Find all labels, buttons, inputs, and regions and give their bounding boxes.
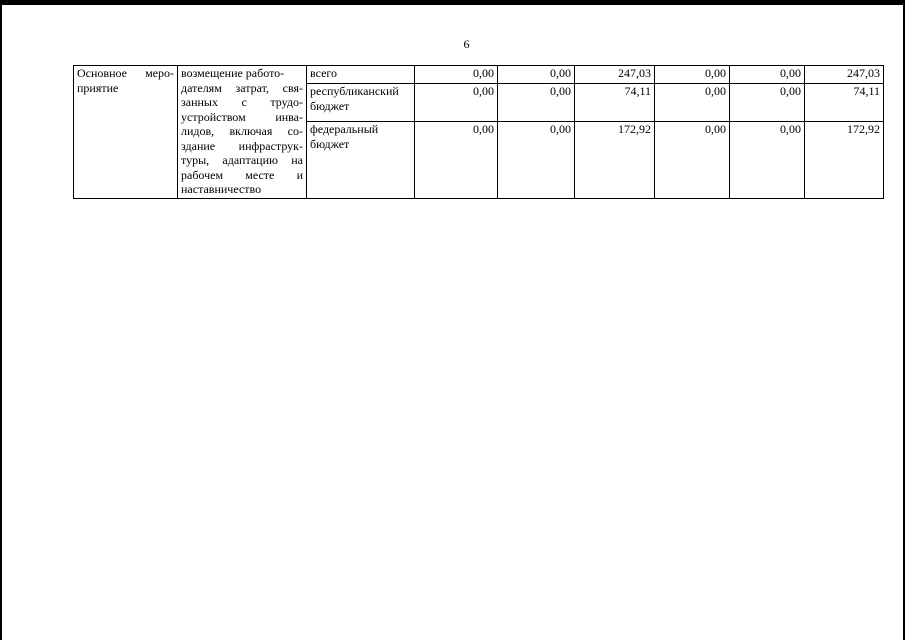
value-cell: 0,00 xyxy=(655,84,730,122)
description-line: занных с трудо- xyxy=(181,95,303,109)
funding-source-cell: всего xyxy=(307,66,415,84)
scan-border-left xyxy=(0,0,2,640)
value-cell: 0,00 xyxy=(498,122,575,199)
value-cell: 74,11 xyxy=(575,84,655,122)
value-cell: 0,00 xyxy=(415,122,498,199)
value-cell: 0,00 xyxy=(730,122,805,199)
value-cell: 0,00 xyxy=(655,122,730,199)
value-cell: 172,92 xyxy=(575,122,655,199)
scan-border-top xyxy=(0,0,905,5)
value-cell: 247,03 xyxy=(805,66,884,84)
activity-label-line: Основное меро- xyxy=(77,66,174,80)
description-line: дателям затрат, свя- xyxy=(181,80,303,95)
description-line: рабочем месте и xyxy=(181,167,303,182)
value-cell: 74,11 xyxy=(805,84,884,122)
description-line: наставничество xyxy=(181,182,262,196)
page-number: 6 xyxy=(463,37,470,51)
description-line: возмещение работо- xyxy=(181,66,285,80)
value-cell: 247,03 xyxy=(575,66,655,84)
activity-type-cell xyxy=(74,66,178,199)
funding-source-cell: республиканский бюджет xyxy=(307,84,415,122)
activity-description-cell xyxy=(178,66,307,199)
activity-label-line: приятие xyxy=(77,80,119,95)
value-cell: 0,00 xyxy=(730,84,805,122)
value-cell: 0,00 xyxy=(655,66,730,84)
value-cell: 0,00 xyxy=(498,84,575,122)
description-line: устройством инва- xyxy=(181,109,303,124)
value-cell: 0,00 xyxy=(415,84,498,122)
value-cell: 0,00 xyxy=(415,66,498,84)
description-line: лидов, включая со- xyxy=(181,124,303,138)
table-row xyxy=(74,66,884,84)
value-cell: 172,92 xyxy=(805,122,884,199)
budget-table xyxy=(73,65,884,199)
description-line: туры, адаптацию на xyxy=(181,153,303,167)
value-cell: 0,00 xyxy=(498,66,575,84)
description-line: здание инфраструк- xyxy=(181,138,303,153)
funding-source-cell: федеральный бюджет xyxy=(307,122,415,199)
value-cell: 0,00 xyxy=(730,66,805,84)
